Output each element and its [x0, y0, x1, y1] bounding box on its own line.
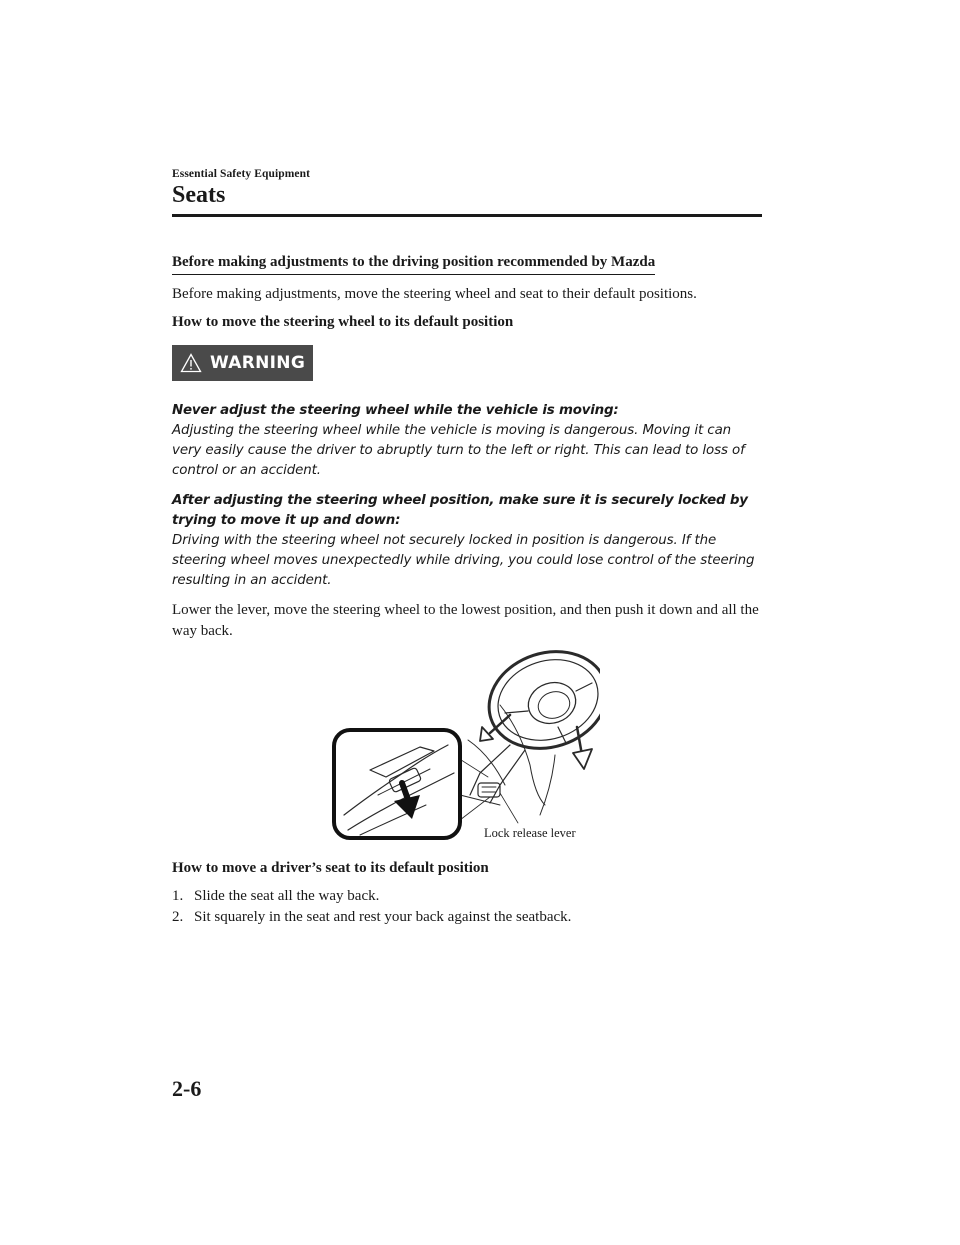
warning-item	[172, 491, 762, 591]
seat-steps-list	[172, 886, 571, 928]
title-divider	[172, 214, 762, 217]
step-number: 2.	[172, 909, 184, 925]
step-text: Slide the seat all the way back.	[194, 888, 380, 904]
steering-wheel-illustration	[330, 645, 600, 845]
section-label: Essential Safety Equipment	[172, 168, 311, 180]
step-text: Sit squarely in the seat and rest your back against the seatback.	[194, 909, 572, 925]
warning-label: WARNING	[210, 353, 306, 373]
section-subheading: Before making adjustments to the driving position recommended by Mazda	[172, 254, 655, 275]
warning-badge	[172, 345, 313, 381]
seat-default-heading: How to move a driver’s seat to its default position	[172, 860, 489, 876]
list-item	[172, 886, 571, 907]
steering-default-heading: How to move the steering wheel to its default position	[172, 314, 514, 330]
page-title: Seats	[172, 182, 226, 208]
warning-body: Adjusting the steering wheel while the vehicle is moving is dangerous. Moving it can very easily cause the driver to abruptly turn to the left or right. This can lead to loss of control or an accident.	[172, 423, 745, 478]
intro-paragraph: Before making adjustments, move the steering wheel and seat to their default positions.	[172, 286, 697, 302]
warning-item	[172, 401, 762, 481]
warning-heading: Never adjust the steering wheel while the vehicle is moving:	[172, 403, 619, 418]
steering-instruction: Lower the lever, move the steering wheel to the lowest position, and then push it down and all the way back.	[172, 602, 759, 639]
page-number: 2-6	[172, 1076, 202, 1101]
warning-triangle-icon	[180, 353, 202, 373]
figure-caption: Lock release lever	[484, 826, 576, 840]
warning-body: Driving with the steering wheel not securely locked in position is dangerous. If the steering wheel moves unexpectedly while driving, you could lose control of the steering resulting in an accident.	[172, 533, 755, 588]
list-item	[172, 907, 571, 928]
step-number: 1.	[172, 888, 184, 904]
warning-heading: After adjusting the steering wheel position, make sure it is securely locked by trying to move it up and down:	[172, 493, 748, 528]
